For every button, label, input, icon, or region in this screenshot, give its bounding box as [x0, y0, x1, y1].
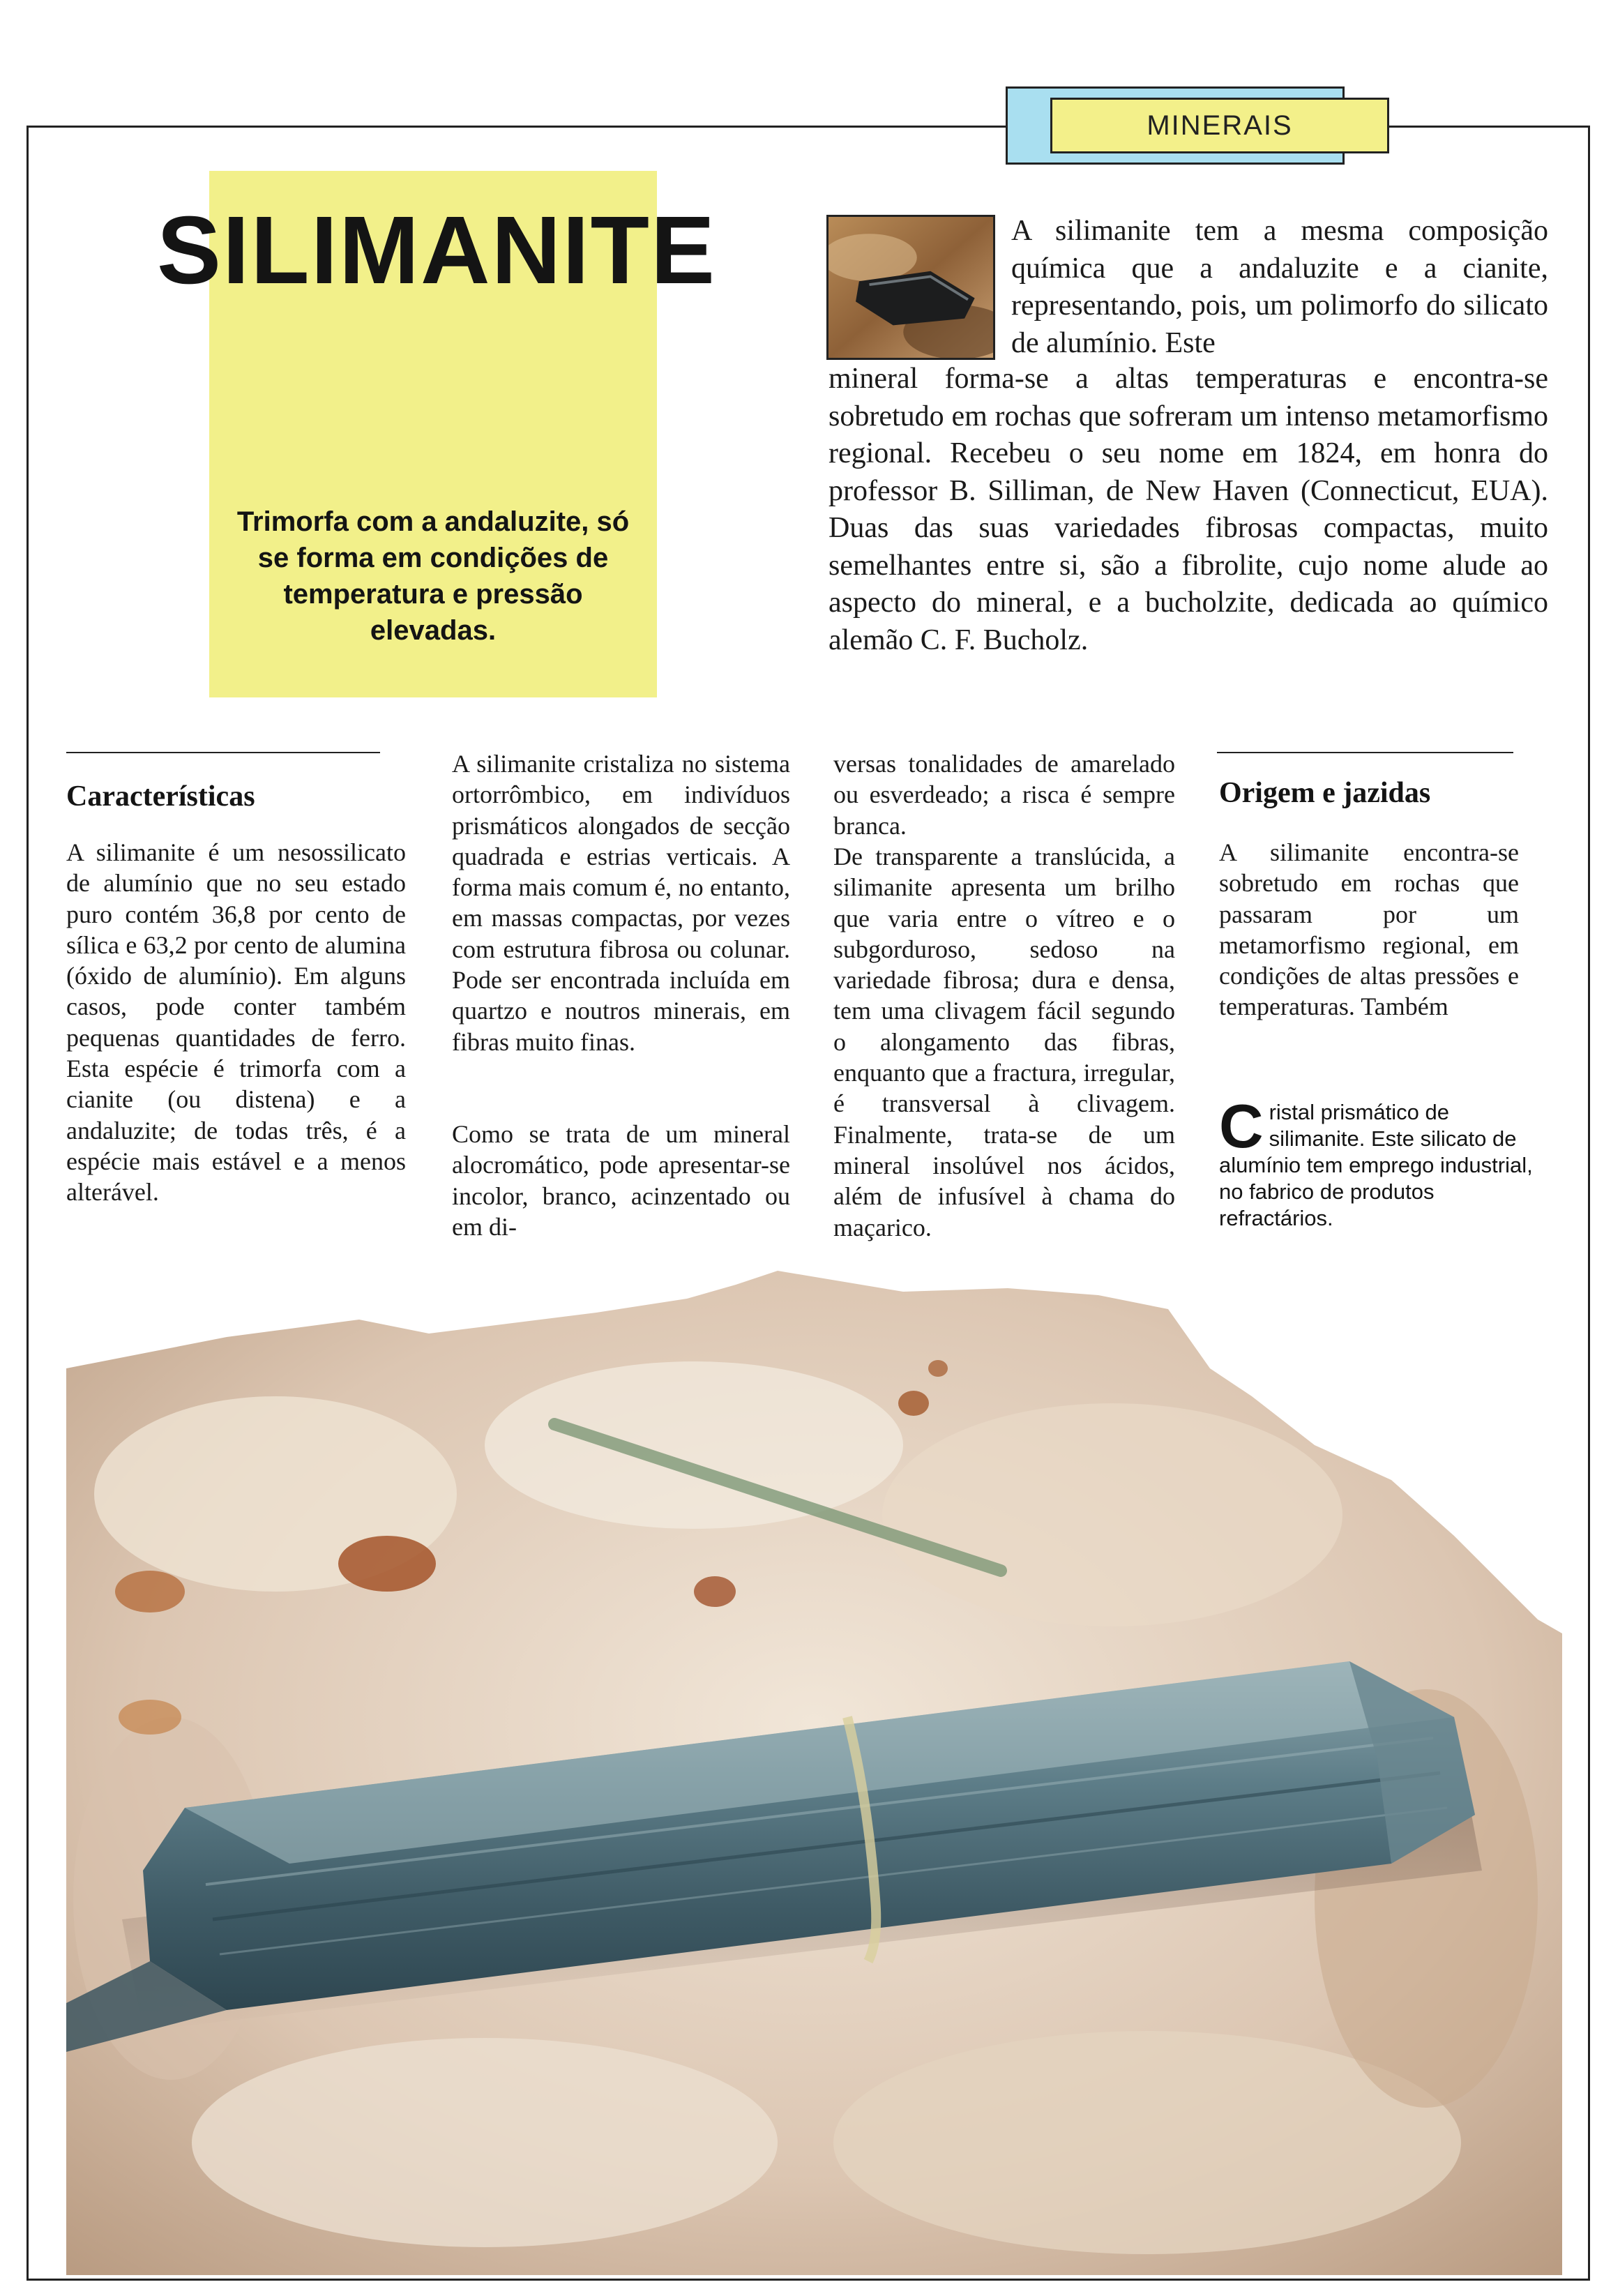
- characteristics-text-col1: A silimanite é um nesossilicato de alumínio que no seu estado puro contém 36,8 por cento de sílica e 63,2 por cento de alumina (óxido de alumínio). Em alguns casos, pode conter também pequenas quantidades de ferro. Esta espécie é trimorfa com a cianite (ou distena) e a andaluzite; de todas três, é a espécie mais estável e a menos alterável.: [66, 838, 406, 1207]
- photo-caption: [1219, 1092, 1547, 1232]
- page-frame-left: [27, 126, 29, 2281]
- page-frame-right: [1588, 126, 1590, 2281]
- characteristics-text-col2b: Como se trata de um mineral alocromático, pode apresentar-se incolor, branco, acinzentado ou em di-: [452, 1120, 790, 1241]
- section-tab: MINERAIS: [1050, 98, 1389, 153]
- intro-paragraph: mineral forma-se a altas temperaturas e encontra-se sobretudo em rochas que sofreram um intenso metamorfismo regional. Recebeu o seu nome em 1824, em honra do professor B. Silliman, de New Haven (Connecticut, EUA). Duas das suas variedades fibrosas compactas, muito semelhantes entre si, são a fibrolite, cujo nome alude ao aspecto do mineral, e a bucholzite, dedicada ao químico alemão C. F. Bucholz.: [829, 363, 1548, 656]
- intro-paragraph-lead: A silimanite tem a mesma composição química que a andaluzite e a cianite, representando, pois, um polimorfo do silicato de alumínio. Este: [1011, 215, 1548, 359]
- page-title: SILIMANITE: [157, 197, 716, 304]
- silimanite-crystal-photo: [66, 1271, 1562, 2275]
- origin-text: A silimanite encontra-se sobretudo em rochas que passaram por um metamorfismo regional, em condições de altas pressões e temperaturas. Também: [1219, 838, 1519, 1021]
- caption-text: ristal prismático de silimanite. Este silicato de alumínio tem emprego industrial, no fabrico de produtos refractários.: [1219, 1100, 1533, 1230]
- silimanite-thumbnail-photo: [826, 215, 995, 360]
- characteristics-text-col3b: De transparente a translúcida, a silimanite apresenta um brilho que varia entre o vítreo e o subgorduroso, sedoso na variedade fibrosa; dura e densa, tem uma clivagem fácil segundo o alongamento das fibras, enquanto que a fractura, irregular, é transversal à clivagem. Finalmente, trata-se de um mineral insolúvel nos ácidos, além de infusível à chama do maçarico.: [833, 843, 1175, 1241]
- column-rule-4: [1217, 752, 1513, 753]
- page-subtitle: Trimorfa com a andaluzite, só se forma em condições de temperatura e pressão elevadas.: [236, 506, 630, 646]
- characteristics-text-col2: A silimanite cristaliza no sistema ortorrômbico, em indivíduos prismáticos alongados de secção quadrada e estrias verticais. A forma mais comum é, no entanto, em massas compactas, por vezes com estrutura fibrosa ou colunar. Pode ser encontrada incluída em quartzo e noutros minerais, em fibras muito finas.: [452, 750, 790, 1056]
- page-frame-bottom: [27, 2279, 1590, 2281]
- origin-heading: Origem e jazidas: [1219, 777, 1431, 809]
- characteristics-text-col3: versas tonalidades de amarelado ou esverdeado; a risca é sempre branca.: [833, 750, 1175, 840]
- characteristics-heading: Características: [66, 780, 255, 813]
- column-rule-1: [66, 752, 380, 753]
- caption-dropcap: C: [1219, 1092, 1264, 1161]
